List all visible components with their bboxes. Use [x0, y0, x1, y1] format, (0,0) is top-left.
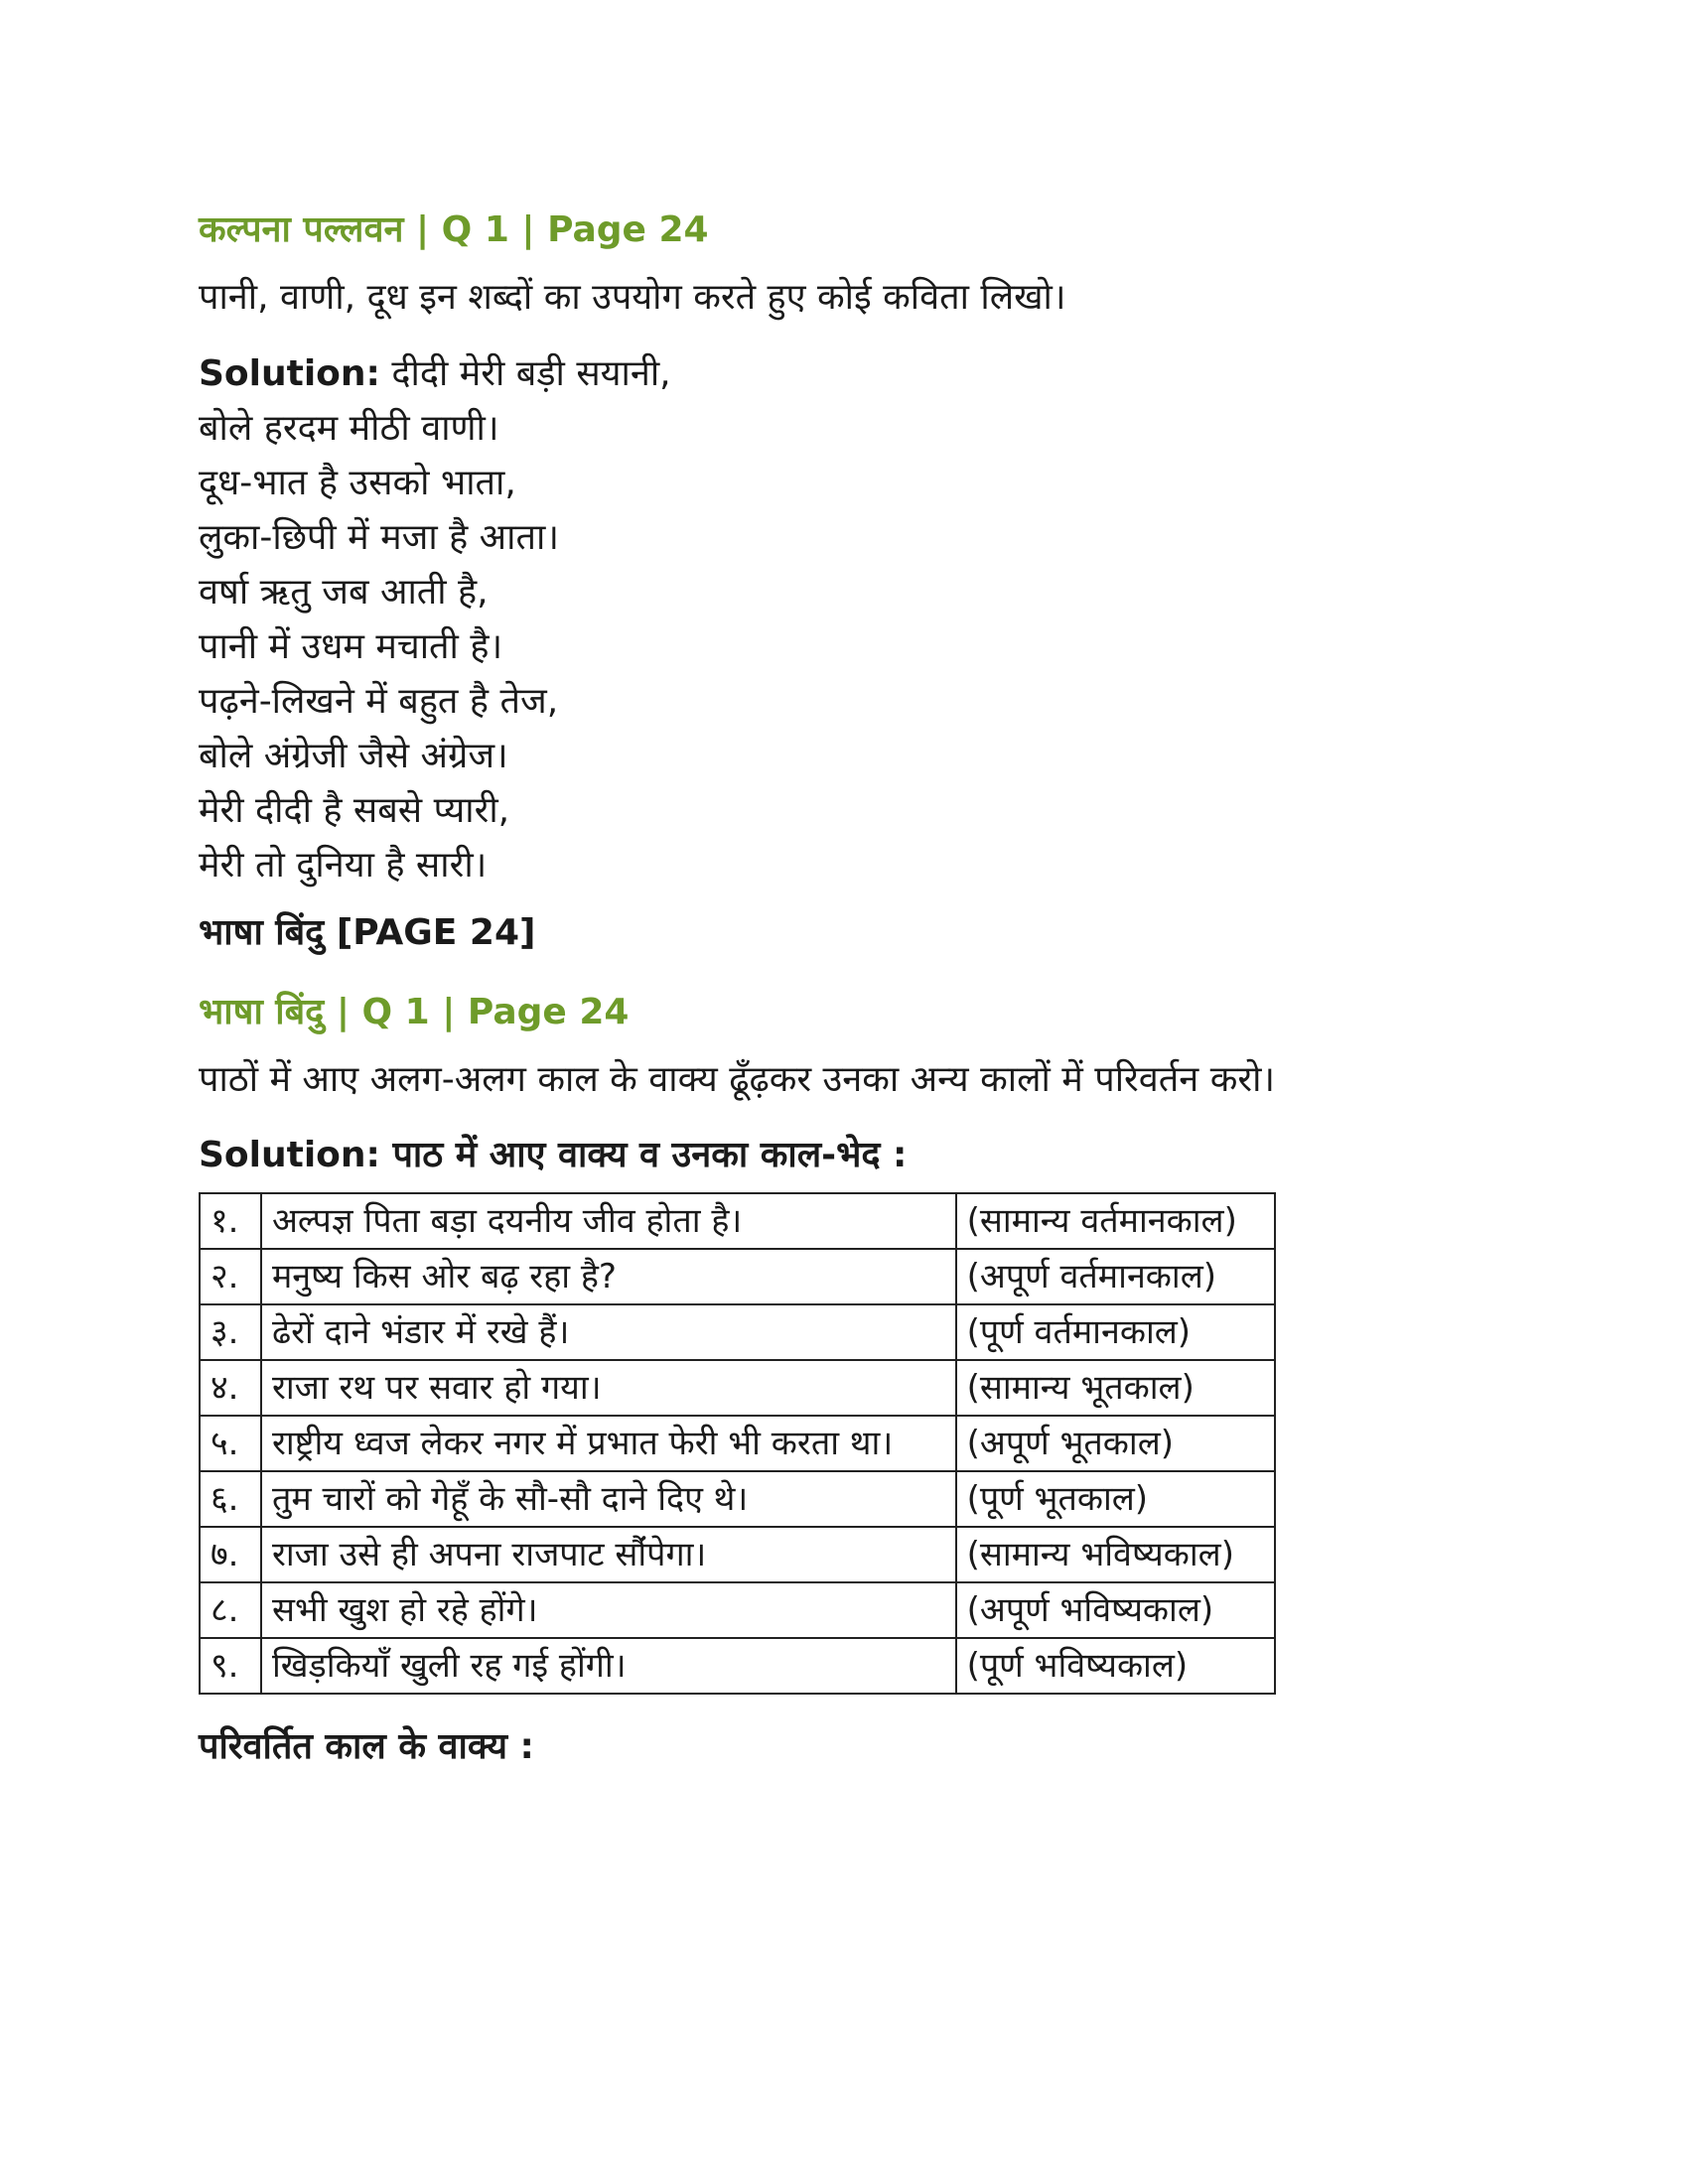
poem-line-text: दीदी मेरी बड़ी सयानी,	[391, 353, 671, 394]
row-sentence: मनुष्य किस ओर बढ़ रहा है?	[261, 1249, 956, 1304]
row-tense: (अपूर्ण वर्तमानकाल)	[956, 1249, 1275, 1304]
row-sentence: तुम चारों को गेहूँ के सौ-सौ दाने दिए थे।	[261, 1471, 956, 1527]
row-number: ४.	[200, 1360, 261, 1416]
poem-line: बोले हरदम मीठी वाणी।	[199, 408, 499, 449]
question-heading-bhasha: भाषा बिंदु | Q 1 | Page 24	[199, 992, 630, 1032]
row-sentence: राष्ट्रीय ध्वज लेकर नगर में प्रभात फेरी भी करता था।	[261, 1416, 956, 1471]
table-row	[200, 1193, 1275, 1249]
poem-line: लुका-छिपी में मजा है आता।	[199, 517, 559, 558]
poem-line: मेरी दीदी है सबसे प्यारी,	[199, 790, 510, 831]
table-row	[200, 1582, 1275, 1638]
poem-line: मेरी तो दुनिया है सारी।	[199, 845, 488, 886]
row-tense: (अपूर्ण भविष्यकाल)	[956, 1582, 1275, 1638]
table-row	[200, 1471, 1275, 1527]
row-number: २.	[200, 1249, 261, 1304]
solution-title-text: पाठ में आए वाक्य व उनका काल-भेद :	[392, 1135, 908, 1175]
row-number: ८.	[200, 1582, 261, 1638]
tense-table	[199, 1192, 1276, 1695]
poem-line: पढ़ने-लिखने में बहुत है तेज,	[199, 681, 559, 722]
row-number: ३.	[200, 1304, 261, 1360]
row-tense: (पूर्ण भूतकाल)	[956, 1471, 1275, 1527]
solution-label: Solution:	[199, 1135, 380, 1175]
table-row	[200, 1416, 1275, 1471]
row-number: ५.	[200, 1416, 261, 1471]
table-row	[200, 1360, 1275, 1416]
row-number: ९.	[200, 1638, 261, 1694]
row-tense: (अपूर्ण भूतकाल)	[956, 1416, 1275, 1471]
row-number: ७.	[200, 1527, 261, 1582]
row-sentence: सभी खुश हो रहे होंगे।	[261, 1582, 956, 1638]
table-row	[200, 1527, 1275, 1582]
table-row	[200, 1304, 1275, 1360]
row-number: ६.	[200, 1471, 261, 1527]
row-tense: (सामान्य भविष्यकाल)	[956, 1527, 1275, 1582]
poem-line: वर्षा ऋतु जब आती है,	[199, 572, 489, 613]
row-sentence: राजा रथ पर सवार हो गया।	[261, 1360, 956, 1416]
poem-line	[199, 346, 1489, 401]
poem-line: पानी में उधम मचाती है।	[199, 626, 503, 667]
poem-line: दूध-भात है उसको भाता,	[199, 463, 516, 503]
document-page	[199, 204, 1489, 1774]
row-sentence: ढेरों दाने भंडार में रखे हैं।	[261, 1304, 956, 1360]
row-tense: (सामान्य वर्तमानकाल)	[956, 1193, 1275, 1249]
solution-title	[199, 1129, 1489, 1182]
row-tense: (पूर्ण भविष्यकाल)	[956, 1638, 1275, 1694]
row-tense: (पूर्ण वर्तमानकाल)	[956, 1304, 1275, 1360]
solution-label: Solution:	[199, 353, 380, 394]
section-heading-bhasha-bindu: भाषा बिंदु [PAGE 24]	[199, 912, 536, 953]
table-row	[200, 1249, 1275, 1304]
question-text-kalpana: पानी, वाणी, दूध इन शब्दों का उपयोग करते हुए कोई कविता लिखो।	[199, 277, 1066, 318]
question-heading-kalpana: कल्पना पल्लवन | Q 1 | Page 24	[199, 209, 709, 250]
question-text-bhasha: पाठों में आए अलग-अलग काल के वाक्य ढूँढ़कर उनका अन्य कालों में परिवर्तन करो।	[199, 1059, 1276, 1100]
row-tense: (सामान्य भूतकाल)	[956, 1360, 1275, 1416]
changed-tense-heading: परिवर्तित काल के वाक्य :	[199, 1726, 534, 1767]
table-row	[200, 1638, 1275, 1694]
row-sentence: राजा उसे ही अपना राजपाट साैंंपेगा।	[261, 1527, 956, 1582]
poem-line: बोले अंग्रेजी जैसे अंग्रेज।	[199, 736, 508, 776]
row-sentence: खिड़कियाँ खुली रह गई होंगी।	[261, 1638, 956, 1694]
row-sentence: अल्पज्ञ पिता बड़ा दयनीय जीव होता है।	[261, 1193, 956, 1249]
poem-solution	[199, 346, 1489, 892]
row-number: १.	[200, 1193, 261, 1249]
